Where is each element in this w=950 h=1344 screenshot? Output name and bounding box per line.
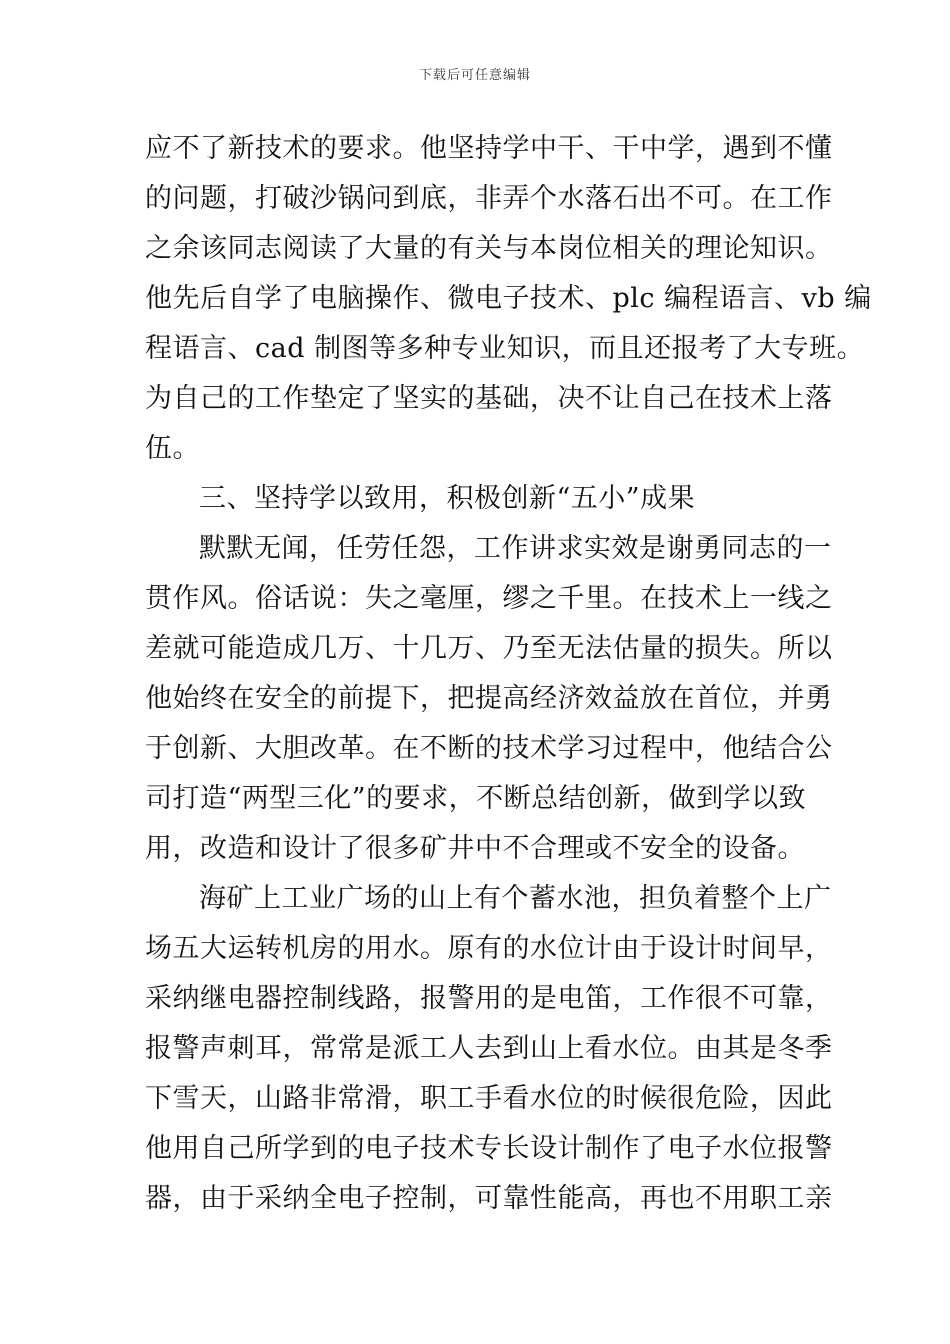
text-line: 程语言、cad 制图等多种专业知识，而且还报考了大专班。	[145, 333, 865, 364]
text-line: 他始终在安全的前提下，把提高经济效益放在首位，并勇	[145, 683, 833, 714]
text-line: 三、坚持学以致用，积极创新“五小”成果	[199, 483, 696, 514]
text-line: 报警声刺耳，常常是派工人去到山上看水位。由其是冬季	[145, 1033, 833, 1064]
text-line: 贯作风。俗话说：失之毫厘，缪之千里。在技术上一线之	[145, 583, 833, 614]
text-line: 差就可能造成几万、十几万、乃至无法估量的损失。所以	[145, 633, 833, 664]
text-line: 海矿上工业广场的山上有个蓄水池，担负着整个上广	[199, 883, 832, 914]
text-line: 为自己的工作垫定了坚实的基础，决不让自己在技术上落	[145, 383, 833, 414]
page-header: 下载后可任意编辑	[418, 68, 531, 83]
text-line: 于创新、大胆改革。在不断的技术学习过程中，他结合公	[145, 733, 833, 764]
text-line: 他先后自学了电脑操作、微电子技术、plc 编程语言、vb 编	[145, 283, 872, 314]
text-line: 场五大运转机房的用水。原有的水位计由于设计时间早，	[145, 933, 833, 964]
text-line: 下雪天，山路非常滑，职工手看水位的时候很危险，因此	[145, 1083, 833, 1114]
text-line: 伍。	[145, 433, 200, 464]
text-line: 的问题，打破沙锅问到底，非弄个水落石出不可。在工作	[145, 183, 833, 214]
text-line: 用，改造和设计了很多矿井中不合理或不安全的设备。	[145, 833, 805, 864]
text-line: 器，由于采纳全电子控制，可靠性能高，再也不用职工亲	[145, 1183, 833, 1214]
document-body	[145, 124, 872, 1224]
text-line: 默默无闻，任劳任怨，工作讲求实效是谢勇同志的一	[199, 533, 832, 564]
text-line: 应不了新技术的要求。他坚持学中干、干中学，遇到不懂	[145, 133, 833, 164]
text-line: 他用自己所学到的电子技术专长设计制作了电子水位报警	[145, 1133, 833, 1164]
text-line: 采纳继电器控制线路，报警用的是电笛，工作很不可靠，	[145, 983, 833, 1014]
text-line: 之余该同志阅读了大量的有关与本岗位相关的理论知识。	[145, 233, 833, 264]
text-line: 司打造“两型三化”的要求，不断总结创新，做到学以致	[145, 783, 807, 814]
